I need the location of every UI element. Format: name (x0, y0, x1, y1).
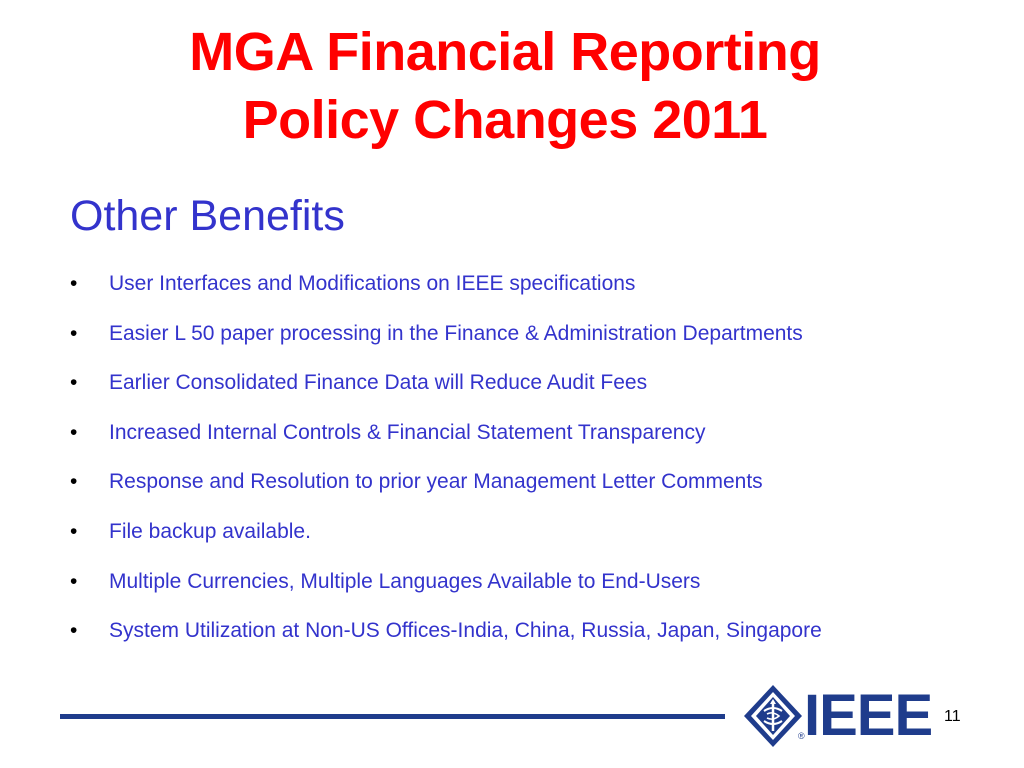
bullet-text: User Interfaces and Modifications on IEEE specifications (109, 272, 636, 295)
ieee-logo (742, 683, 942, 749)
bullet-text: System Utilization at Non-US Offices-India, China, Russia, Japan, Singapore (109, 619, 822, 643)
slide-title (0, 18, 1010, 154)
ieee-logo-text: IEEE (804, 683, 933, 748)
page-number: 11 (944, 708, 961, 725)
slide-title-line-1: MGA Financial Reporting (189, 22, 821, 82)
bullet-point-icon: • (70, 371, 78, 395)
registered-mark: ® (798, 731, 805, 741)
bullet-text: File backup available. (109, 519, 311, 543)
bullet-point-icon: • (70, 569, 78, 593)
bullet-text: Multiple Currencies, Multiple Languages Available to End-Users (109, 569, 701, 593)
bullet-point-icon: • (70, 321, 78, 345)
bullet-text: Easier L 50 paper processing in the Finance & Administration Departments (109, 321, 803, 345)
bullet-point-icon: • (70, 470, 78, 494)
bullet-text: Response and Resolution to prior year Management Letter Comments (109, 470, 763, 494)
ieee-diamond-logo-icon (742, 683, 804, 749)
slide-title-line-2: Policy Changes 2011 (242, 90, 768, 150)
bullet-point-icon: • (70, 619, 78, 643)
footer-divider (60, 714, 725, 719)
bullet-point-icon: • (70, 272, 78, 295)
section-heading: Other Benefits (70, 192, 345, 240)
bullet-point-icon: • (70, 420, 78, 444)
bullet-text: Increased Internal Controls & Financial Statement Transparency (109, 420, 706, 444)
bullet-text: Earlier Consolidated Finance Data will Reduce Audit Fees (109, 371, 648, 395)
bullet-point-icon: • (70, 519, 78, 543)
